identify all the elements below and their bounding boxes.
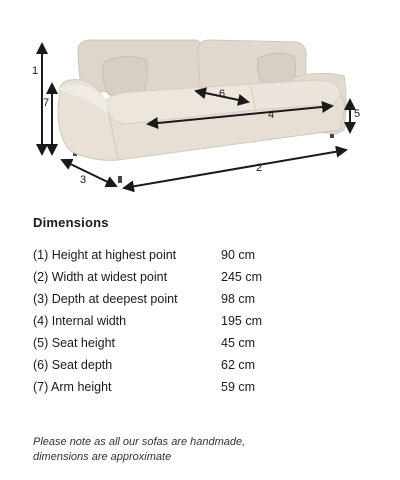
dimension-label-1: 1 [32,65,39,77]
dimension-value: 45 cm [221,336,256,350]
dimension-label-2: 2 [256,162,263,174]
dimension-label: (7) Arm height [33,380,112,394]
dimension-label-6: 6 [219,88,226,100]
dimensions-list [33,244,373,398]
dimension-value: 98 cm [221,292,256,306]
dimension-row-seat-height [33,332,373,354]
sofa-diagram-svg [0,0,400,200]
dimension-label: (1) Height at highest point [33,248,177,262]
dimension-line-3 [62,160,116,186]
dimension-label-7: 7 [43,97,50,109]
dimension-row-height [33,244,373,266]
dimension-value: 59 cm [221,380,256,394]
dimension-line-2 [124,150,346,188]
dimension-label: (2) Width at widest point [33,270,168,284]
dimension-label-4: 4 [268,109,275,121]
dimensions-heading: Dimensions [33,215,109,230]
note-line-2: dimensions are approximate [33,451,172,463]
dimension-label: (3) Depth at deepest point [33,292,178,306]
handmade-note [33,435,363,465]
dimension-row-width [33,266,373,288]
dimension-row-internal-width [33,310,373,332]
dimension-row-depth [33,288,373,310]
dimension-value: 62 cm [221,358,256,372]
dimension-label-5: 5 [354,108,361,120]
dimension-value: 245 cm [221,270,262,284]
dimension-row-seat-depth [33,354,373,376]
sofa-illustration [58,40,346,183]
dimension-row-arm-height [33,376,373,398]
dimension-label: (5) Seat height [33,336,115,350]
dimension-label: (6) Seat depth [33,358,113,372]
dimension-value: 90 cm [221,248,256,262]
note-line-1: Please note as all our sofas are handmade, [33,436,246,448]
sofa-dimension-diagram [0,0,400,200]
dimension-label-3: 3 [80,174,87,186]
dimension-value: 195 cm [221,314,262,328]
dimension-label: (4) Internal width [33,314,127,328]
